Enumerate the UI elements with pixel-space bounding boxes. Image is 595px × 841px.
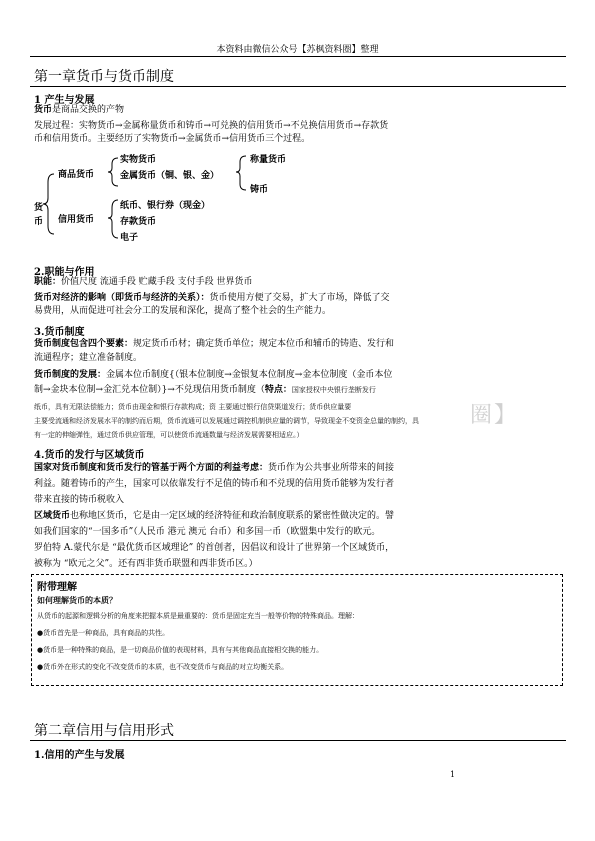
chapter1-title: 第一章货币与货币制度: [34, 69, 174, 85]
development-small-2: 主要受流通和经济发展水平的制约而后期，货币流通可以发展通过调控机制供应量的调节，导致现金不变资金总量的制约，具: [34, 417, 419, 425]
chapter2-rule: [30, 740, 566, 741]
elements-text-1: 规定货币币材；确定货币单位；规定本位币和辅币的铸造、发行和: [133, 339, 395, 349]
section2-heading: 2.职能与作用: [34, 267, 95, 278]
appendix-point-1: ●货币首先是一种商品，具有商品的共性。: [37, 629, 170, 637]
page-header: 本资料由微信公众号【苏枫资料圈】整理: [216, 45, 379, 55]
header-rule: [30, 56, 566, 57]
interest-line-3: 带来直接的铸币税收入: [34, 495, 125, 505]
development-line-2: [34, 384, 376, 397]
tree-electronic-money: 电子: [120, 233, 139, 243]
process-line-2: 币和信用货币。主要经历了实物货币→金属货币→信用货币三个过程。: [34, 134, 311, 144]
tree-paper-money: 纸币、银行券（现金）: [120, 201, 211, 211]
elements-line-2: 流通程序；建立准备制度。: [34, 353, 143, 363]
development-small-3: 有一定的伸缩弹性，通过货币供应管理，可以使货币流通数量与经济发展需要相适应。）: [34, 431, 304, 439]
effect-line-2: 易费用，从而促进可社会分工的发展和深化，提高了整个社会的生产能力。: [34, 306, 332, 316]
functions-term: 职能：: [34, 277, 62, 287]
tree-physical-money: 实物货币: [120, 155, 157, 165]
tree-metal-money: 金属货币（铜、银、金）: [120, 171, 220, 181]
tree-deposit-money: 存款货币: [120, 217, 157, 227]
money-definition-text: 是商品交换的产物: [52, 105, 125, 115]
development-small-1: 纸币，具有无限法偿能力；货币由现金和银行存款构成；资 主要通过银行信贷渠道发行；货币供应量要: [34, 403, 352, 411]
section4-heading: 4.货币的发行与区域货币: [34, 450, 145, 461]
chapter2-title: 第二章信用与信用形式: [34, 723, 174, 739]
money-definition: [34, 104, 124, 117]
appendix-title: 附带理解: [37, 582, 77, 593]
development-line-1: [34, 369, 392, 382]
section1-heading: 1 产生与发展: [34, 95, 95, 106]
chapter1-rule: [30, 86, 566, 87]
section3-heading: 3.货币制度: [34, 327, 85, 338]
elements-term: 货币制度包含四个要素：: [34, 339, 134, 349]
elements-line-1: [34, 338, 394, 351]
development-text-3: 国家授权中央银行垄断发行: [291, 386, 376, 394]
page-number: 1: [450, 770, 456, 779]
appendix-intro: 从货币的起源和逻辑分析的角度来把握本质是最重要的：货币是固定充当一般等价物的特殊商品。理解：: [37, 612, 359, 620]
tree-coin: 铸币: [250, 185, 269, 195]
development-text-1: 金属本位币制度{（银本位制度→金银复本位制度→金本位制度（金币本位: [106, 370, 393, 380]
tree-root-1: 货: [34, 203, 44, 213]
appendix-point-3: ●货币外在形式的变化不改变货币的本质，也不改变货币与商品的对立均衡关系。: [37, 663, 289, 671]
region-term: 区域货币: [34, 511, 71, 521]
region-text-1: 也称地区货币，它是由一定区域的经济特征和政治制度联系的紧密性做决定的。譬: [70, 511, 395, 521]
functions-text: 价值尺度 流通手段 贮藏手段 支付手段 世界货币: [61, 277, 253, 287]
money-term: 货币: [34, 105, 53, 115]
appendix-point-2: ●货币是一种特殊的商品，是一切商品价值的表现材料，具有与其他商品直接相交换的能力。: [37, 646, 324, 654]
region-line-3: 罗伯特 A.蒙代尔是 “最优货币区域理论” 的首创者，因倡议和设计了世界第一个区域货币，: [34, 543, 395, 553]
appendix-question: 如何理解货币的本质？: [37, 595, 117, 605]
tree-commodity-money: 商品货币: [58, 170, 95, 180]
watermark-text: 圈】: [470, 403, 519, 428]
region-line-4: 被称为 “欧元之父”。还有西非货币联盟和西非货币区。）: [34, 559, 258, 569]
appendix-box: [31, 574, 563, 686]
interest-line-1: [34, 462, 394, 475]
interest-text-1: 货币作为公共事业所带来的间接: [268, 463, 395, 473]
development-feature-term: 特点：: [264, 385, 292, 395]
effect-term: 货币对经济的影响（即货币与经济的关系）：: [34, 293, 210, 303]
money-forms-tree: [30, 148, 330, 248]
effect-line-1: [34, 292, 390, 305]
interest-term: 国家对货币制度和货币发行的管基于两个方面的利益考虑：: [34, 463, 269, 473]
functions-line: [34, 276, 252, 289]
tree-credit-money: 信用货币: [58, 215, 95, 225]
region-line-2: 如我们国家的“一国多币”（人民币 港元 澳元 台币）和多国一币（欧盟集中发行的欧元。: [34, 527, 381, 537]
tree-root-2: 币: [34, 217, 44, 227]
interest-line-2: 利益。随着铸币的产生，国家可以依靠发行不足值的铸币和不兑现的信用货币能够为发行者: [34, 479, 395, 489]
process-line-1: 发展过程：实物货币→金属称量货币和铸币→可兑换的信用货币→不兑换信用货币→存款货: [34, 121, 389, 131]
development-text-2: 制→金块本位制→金汇兑本位制）}→不兑现信用货币制度（: [34, 385, 265, 395]
effect-text-1: 货币使用方便了交易，扩大了市场，降低了交: [209, 293, 390, 303]
chapter2-section1-heading: 1.信用的产生与发展: [34, 750, 125, 761]
region-line-1: [34, 510, 394, 523]
tree-weighed-money: 称量货币: [250, 155, 287, 165]
development-term: 货币制度的发展：: [34, 370, 107, 380]
